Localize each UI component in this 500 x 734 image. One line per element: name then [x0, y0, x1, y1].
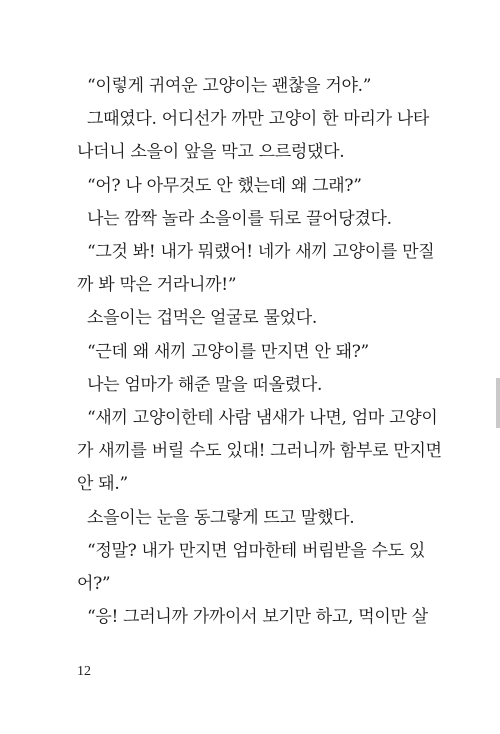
text-line: 나더니 소을이 앞을 막고 으르렁댔다.	[77, 142, 345, 163]
text-line: “응! 그러니까 가까이서 보기만 하고, 먹이만 살	[87, 607, 428, 628]
text-line: 나는 엄마가 해준 말을 떠올렸다.	[87, 374, 323, 395]
body-text	[77, 70, 442, 634]
text-line: 가 새끼를 버릴 수도 있대! 그러니까 함부로 만지면	[77, 441, 442, 462]
text-line: 그때였다. 어디선가 까만 고양이 한 마리가 나타	[87, 109, 430, 130]
text-line: “그것 봐! 내가 뭐랬어! 네가 새끼 고양이를 만질	[87, 242, 435, 263]
text-line: 어?”	[77, 574, 111, 595]
text-line: “어? 나 아무것도 안 했는데 왜 그래?”	[87, 175, 362, 196]
text-line: 소을이는 겁먹은 얼굴로 물었다.	[87, 308, 318, 329]
text-line: 나는 깜짝 놀라 소을이를 뒤로 끌어당겼다.	[87, 208, 392, 229]
text-line: 소을이는 눈을 동그랗게 뜨고 말했다.	[87, 507, 355, 528]
text-line: 까 봐 막은 거라니까!”	[77, 275, 237, 296]
page-number: 12	[77, 664, 91, 679]
text-line: “정말? 내가 만지면 엄마한테 버림받을 수도 있	[87, 540, 426, 561]
text-line: “근데 왜 새끼 고양이를 만지면 안 돼?”	[87, 341, 369, 362]
text-line: “이렇게 귀여운 고양이는 괜찮을 거야.”	[87, 76, 372, 96]
page-edge-mark	[496, 378, 500, 428]
text-line: 안 돼.”	[77, 474, 128, 495]
text-line: “새끼 고양이한테 사람 냄새가 나면, 엄마 고양이	[87, 408, 438, 429]
